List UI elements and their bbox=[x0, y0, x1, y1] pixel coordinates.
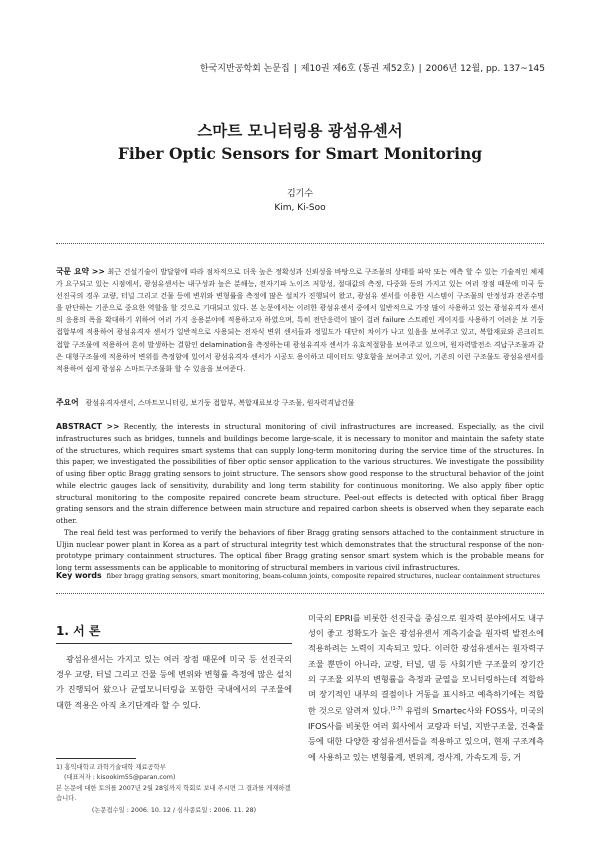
abstract-korean-label: 국문 요약 >> bbox=[56, 267, 105, 276]
footnote-rule bbox=[56, 758, 136, 759]
running-header: 한국지반공학회 논문집 | 제10권 제6호 (통권 제52호) | 2006년 12월, pp. 137~145 bbox=[199, 64, 545, 74]
keywords-korean-label: 주요어 bbox=[56, 398, 79, 407]
citation-marker: (1-7) bbox=[390, 706, 403, 713]
abstract-korean bbox=[56, 266, 544, 375]
section-heading-rule bbox=[56, 643, 292, 644]
journal-name: 한국지반공학회 논문집 bbox=[199, 64, 290, 74]
abstract-english-paragraph-2: The real field test was performed to verify the behaviors of fiber Bragg grating sensors attached to the containment structure in Uljin nuclear power plant in Korea as a part of structural integrity test which demonstrates that the structural response of the non-prototype primary containment structures. The optical fiber Bragg grating sensor smart system which is the probable means for long term assessments can be applicable to monitoring of structural members in various civil infrastructures. bbox=[56, 527, 544, 572]
left-column-body bbox=[56, 652, 292, 713]
right-column-paragraph bbox=[308, 611, 544, 765]
footnote-affiliation: 1) 홍익대학교 과학기술대학 재료공학부 bbox=[56, 764, 166, 771]
footnotes bbox=[56, 763, 292, 816]
journal-date-pages: 2006년 12월, pp. 137~145 bbox=[425, 64, 545, 74]
footnote-discussion-notice: 본 논문에 대한 토의를 2007년 2월 28일까지 학회로 보내 주시면 그 결과를 게재하겠습니다. bbox=[56, 784, 291, 802]
journal-volume: 제10권 제6호 (통권 제52호) bbox=[300, 64, 415, 74]
abstract-top-divider bbox=[56, 243, 544, 244]
footnote-email: (대표저자 : kisookim55@paran.com) bbox=[64, 774, 176, 782]
right-column-text-a: 미국의 EPRI를 비롯한 선진국을 중심으로 원자력 분야에서도 내구성이 좋고 정확도가 높은 광섬유센서 계측기술을 원자력 발전소에 적용하려는 노력이 지속되고 있다. 이러한 광섬유센서는 원자력구조물 뿐만이 아니라, 교량, 터널, 댐 등 사회기반 구조물의 장기간의 구조물 외부의 변형률을 측정과 균열을 모니터링하는데 적합하며 장기적인 내부의 결점이나 거동을 표시하고 예측하기에는 적합한 것으로 알려져 있다. bbox=[308, 613, 544, 716]
title-korean: 스마트 모니터링용 광섬유센서 bbox=[197, 122, 403, 140]
right-column-text-b: 유럽의 Smartec사와 FOSS사, 미국의 IFOS사를 비롯한 여러 회사에서 교량과 터널, 지반구조물, 건축물 등에 대한 다양한 광섬유센서들을 적용하고 있으며, 현재 구조계측에 사용하고 있는 변형률계, 변위계, 경사계, 가속도계 등, 거 bbox=[308, 705, 545, 762]
abstract-english bbox=[56, 421, 544, 574]
footnote-received-dates: (논문접수일 : 2006. 10. 12 / 심사종료일 : 2006. 11. 28) bbox=[91, 807, 257, 815]
keywords-english bbox=[56, 571, 544, 580]
keywords-english-label: Key words bbox=[56, 571, 102, 580]
abstract-english-label: ABSTRACT >> bbox=[56, 422, 120, 431]
abstract-korean-text: 최근 건설기술이 발달함에 따라 점차적으로 더욱 높은 정확성과 신뢰성을 바탕으로 구조물의 상태를 파악 또는 예측 할 수 있는 기술적인 체제가 요구되고 있는 시점에서, 광섬유센서는 내구성과 높은 분해능, 전자기파 노이즈 저항성, 절대값의 측정, 다중화 등의 가지고 있는 여러 장점 때문에 미국 등 선진국의 경우 교량, 터널 그리고 건물 등에 변위와 변형률을 측정에 많은 설치가 진행되어 왔고, 광섬유 센서를 이용한 시스템이 구조물의 안정성과 잔존수명을 판단하는 기준으로 중요한 역할을 할 것으로 기대되고 있다. 본 논문에서는 이러한 광섬유센서 중에서 일반적으로 가장 많이 사용하고 있는 광섬유격자 센서의 응용의 폭을 확대하기 위하여 여러 가지 응용분야에 적용하고자 하였으며, 특히 전단응력이 많이 걸려 failure 스트레인 게이지를 사용하기 어려운 보 기둥 접합부에 적용하여 광섬유격자 센서가 일반적으로 사용되는 전자식 변위 센서들과 정밀도가 대단히 차이가 나고 있음을 보여주고 있고, 복합재료와 콘크리트 접합 구조물에 적용하여 흔히 발생하는 결함인 delamination을 측정하는데 광섬유격자 센서가 유효적절함을 보여주고 있으며, 원자력발전소 격납구조물과 같은 대형구조물에 적용하여 변위를 측정함에 있어서 광섬유격자 센서가 시공도 용이하고 데이터도 양호함을 보여주고 있어, 기존의 이런 구조물도 광섬유센서를 적용하여 쉽게 광섬유 스마트구조물화 할 수 있음을 보여준다. bbox=[56, 267, 544, 373]
title-english: Fiber Optic Sensors for Smart Monitoring bbox=[117, 144, 483, 163]
keywords-korean-text: 광섬유격자센서, 스마트모니터링, 보기둥 접합부, 복합재료보강 구조물, 원자력격납건물 bbox=[85, 398, 355, 407]
introduction-paragraph: 광섬유센서는 가지고 있는 여러 장점 때문에 미국 등 선진국의 경우 교량, 터널 그리고 건물 등에 변위와 변형률 측정에 많은 설치가 진행되어 왔으나 균열모니터링을 포함한 국내에서의 구조물에 대한 적용은 아직 초기단계라 할 수 있다. bbox=[56, 654, 292, 710]
right-column-body bbox=[308, 611, 544, 765]
abstract-english-paragraph-1: Recently, the interests in structural monitoring of civil infrastructures are increased. Especially, as the civil infrastructures such as bridges, tunnels and buildings become large-scale, it is necessary to monitor and maintain the safety state of the structures, which requires smart systems that can supply long-term monitoring during the service time of the structures. In this paper, we investigated the possibilities of fiber optic sensor application to the various structures. We investigate the possibility of using fiber optic Bragg grating sensors to joint structure. The sensors show good response to the structural behavior of the joint while electric gauges lack of sensitivity, durability and long term stability for continuous monitoring. We also apply fiber optic structural monitoring to the composite repaired concrete beam structure. Peel-out effects is detected with optical fiber Bragg grating sensors and the strain difference between main structure and repaired carbon sheets is observed when they separate each other. bbox=[56, 422, 544, 525]
keywords-english-text: fiber bragg grating sensors, smart monitoring, beam-column joints, composite repaired structures, nuclear containment structures bbox=[106, 572, 540, 580]
author-english: Kim, Ki-Soo bbox=[274, 203, 326, 213]
abstract-bottom-divider bbox=[56, 593, 544, 594]
keywords-korean bbox=[56, 397, 544, 408]
author-korean: 김기수 bbox=[286, 189, 314, 199]
section-heading-introduction: 1. 서 론 bbox=[56, 624, 101, 638]
